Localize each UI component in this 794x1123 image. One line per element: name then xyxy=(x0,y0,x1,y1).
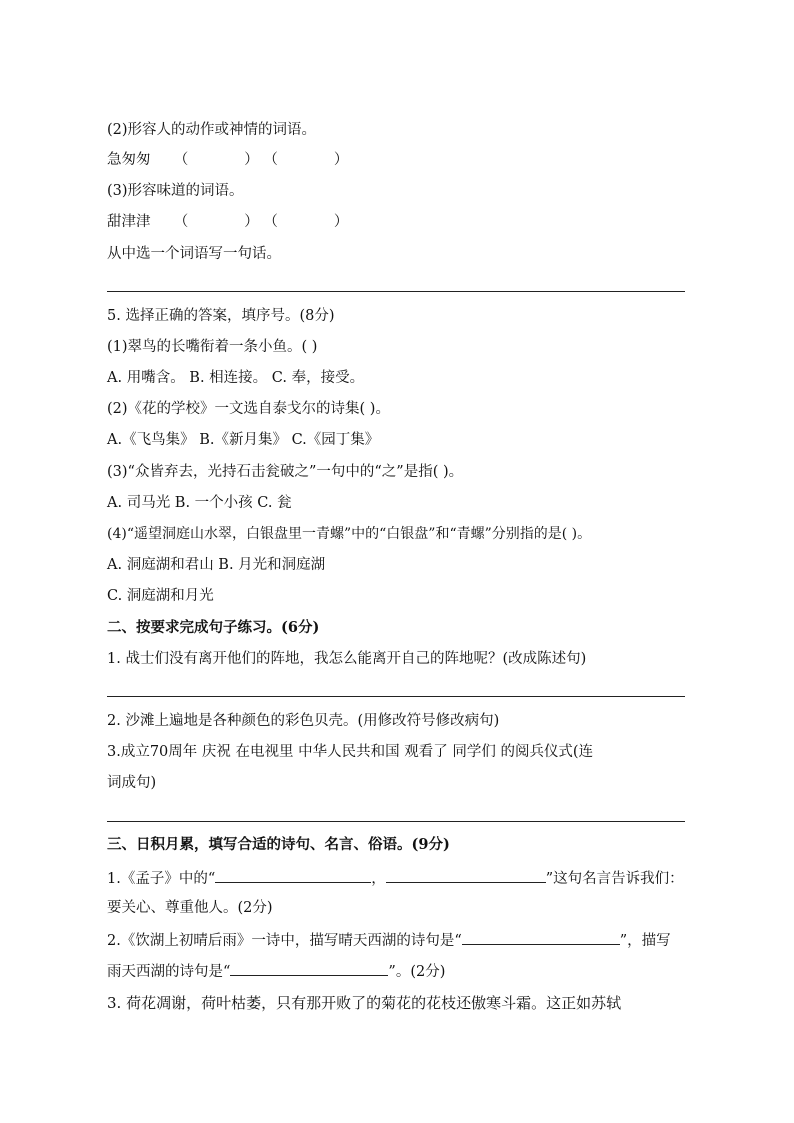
q5-item4-options: A. 洞庭湖和君山 B. 月光和洞庭湖 xyxy=(107,557,326,573)
q5-title: 5. 选择正确的答案，填序号。(8分) xyxy=(107,308,335,324)
q5-item2: (2)《花的学校》一文选自泰戈尔的诗集( )。 xyxy=(107,401,390,417)
q5-item1: (1)翠鸟的长嘴衔着一条小鱼。( ) xyxy=(107,339,318,355)
answer-line[interactable] xyxy=(107,821,685,822)
answer-line[interactable] xyxy=(107,291,685,292)
sec3-q3-line1: 3. 荷花凋谢，荷叶枯萎，只有那开败了的菊花的花枝还傲寒斗霜。这正如苏轼 xyxy=(107,994,622,1012)
sec3-q2-line1: 2.《饮湖上初晴后雨》一诗中，描写晴天西湖的诗句是“ ”，描写 xyxy=(107,929,671,951)
answer-blank[interactable]: （ ） xyxy=(173,152,259,168)
answer-blank[interactable]: （ ） xyxy=(173,214,259,230)
sec2-q3-line1: 3.成立70周年 庆祝 在电视里 中华人民共和国 观看了 同学们 的阅兵仪式(连 xyxy=(107,744,594,760)
q4-part2-title: (2)形容人的动作或神情的词语。 xyxy=(107,122,317,138)
fill-blank[interactable] xyxy=(230,960,388,976)
q5-item3-options: A. 司马光 B. 一个小孩 C. 瓮 xyxy=(107,495,292,511)
q4-part2-word: 急匆匆 xyxy=(107,152,151,168)
q4-part3-word: 甜津津 xyxy=(107,214,151,230)
sec3-q2-line2: 雨天西湖的诗句是“ ”。(2分) xyxy=(107,960,445,982)
q5-item2-options: A.《飞鸟集》 B.《新月集》 C.《园丁集》 xyxy=(107,432,380,448)
sec3-q1-line2: 要关心、尊重他人。(2分) xyxy=(107,900,273,916)
q5-item4: (4)“遥望洞庭山水翠，白银盘里一青螺”中的“白银盘”和“青螺”分别指的是( )。 xyxy=(107,526,592,542)
answer-blank[interactable]: （ ） xyxy=(263,152,349,168)
q5-item1-options: A. 用嘴含。 B. 相连接。 C. 奉，接受。 xyxy=(107,370,365,386)
q4-part3-title: (3)形容味道的词语。 xyxy=(107,183,244,199)
q4-part2-row xyxy=(107,150,348,170)
section2-title: 二、按要求完成句子练习。(6分) xyxy=(107,619,320,636)
q5-item3: (3)“众皆弃去，光持石击瓮破之”一句中的“之”是指( )。 xyxy=(107,464,464,480)
fill-blank[interactable] xyxy=(386,867,546,883)
q4-sentence-prompt: 从中选一个词语写一句话。 xyxy=(107,246,281,262)
sec3-q1-line1: 1.《孟子》中的“ ， ”这句名言告诉我们： xyxy=(107,867,684,889)
section3-title: 三、日积月累，填写合适的诗句、名言、俗语。(9分) xyxy=(107,836,450,853)
q5-item4-option-c: C. 洞庭湖和月光 xyxy=(107,588,214,604)
sec2-q1: 1. 战士们没有离开他们的阵地，我怎么能离开自己的阵地呢？(改成陈述句) xyxy=(107,651,587,667)
fill-blank[interactable] xyxy=(215,867,371,883)
fill-blank[interactable] xyxy=(462,929,620,945)
sec2-q2: 2. 沙滩上遍地是各种颜色的彩色贝壳。(用修改符号修改病句) xyxy=(107,713,500,729)
q4-part3-row xyxy=(107,212,348,232)
answer-line[interactable] xyxy=(107,696,685,697)
sec2-q3-line2: 词成句) xyxy=(107,775,157,791)
answer-blank[interactable]: （ ） xyxy=(263,214,349,230)
